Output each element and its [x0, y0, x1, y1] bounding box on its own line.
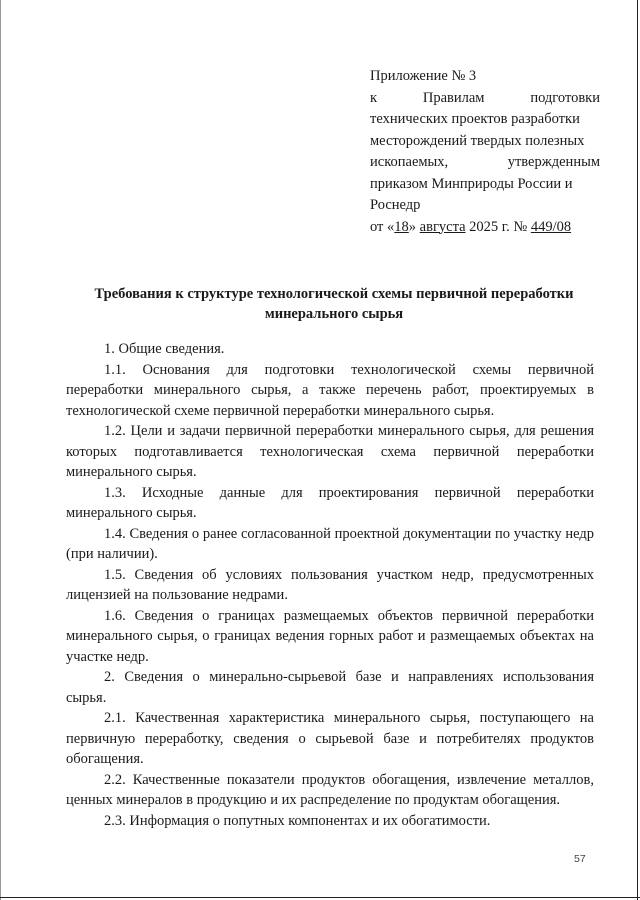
document-body	[66, 339, 594, 831]
appendix-header	[370, 66, 600, 238]
section-1-6: 1.6. Сведения о границах размещаемых объектов первичной переработки минерального сырья, о границах ведения горных работ и размещаемых объектах на участке недр.	[66, 607, 594, 665]
page-number: 57	[574, 853, 586, 865]
section-1-3: 1.3. Исходные данные для проектирования первичной переработки минерального сырья.	[66, 484, 594, 521]
section-2-2: 2.2. Качественные показатели продуктов обогащения, извлечение металлов, ценных минералов в продукцию и их распределение по продуктам обогащения.	[66, 771, 594, 808]
appendix-line-7: Роснедр	[370, 197, 421, 213]
title-line-1: Требования к структуре технологической схемы первичной переработки	[94, 286, 574, 302]
section-1-4: 1.4. Сведения о ранее согласованной проектной документации по участку недр (при наличии).	[66, 525, 594, 562]
scan-edge-bottom	[0, 897, 640, 898]
section-2-3: 2.3. Информация о попутных компонентах и их обогатимости.	[104, 812, 491, 829]
scan-edge-left	[0, 0, 1, 900]
section-2-1: 2.1. Качественная характеристика минерального сырья, поступающего на первичную переработку, сведения о сырьевой базе и потребителях продуктов обогащения.	[66, 710, 594, 767]
section-1-2: 1.2. Цели и задачи первичной переработки минерального сырья, для решения которых подготавливается технологическая схема первичной переработки минерального сырья.	[66, 423, 594, 480]
appendix-line-6: приказом Минприроды России и	[370, 175, 573, 192]
order-number: 449/08	[530, 218, 572, 235]
section-2: 2. Сведения о минерально-сырьевой базе и направлениях использования сырья.	[66, 669, 594, 706]
appendix-line-3: технических проектов разработки	[370, 111, 580, 127]
section-1-5: 1.5. Сведения об условиях пользования участком недр, предусмотренных лицензией на пользование недрами.	[66, 566, 594, 603]
appendix-line-2: к Правилам подготовки	[370, 89, 600, 106]
section-1: 1. Общие сведения.	[104, 341, 225, 357]
appendix-line-4: месторождений твердых полезных	[370, 132, 585, 149]
appendix-title: Приложение № 3	[370, 68, 477, 84]
order-month: августа	[419, 218, 466, 235]
document-title	[60, 284, 608, 324]
appendix-date-line: от «18» августа 2025 г. № 449/08	[370, 218, 572, 235]
scan-edge-right	[637, 0, 638, 900]
order-day: 18	[394, 218, 409, 235]
section-1-1: 1.1. Основания для подготовки технологической схемы первичной переработки минерального сырья, а также перечень работ, проектируемых в технологической схеме первичной переработки минерального сырья.	[66, 361, 594, 419]
appendix-line-5: ископаемых, утвержденным	[370, 154, 600, 170]
title-line-2: минерального сырья	[264, 306, 404, 322]
